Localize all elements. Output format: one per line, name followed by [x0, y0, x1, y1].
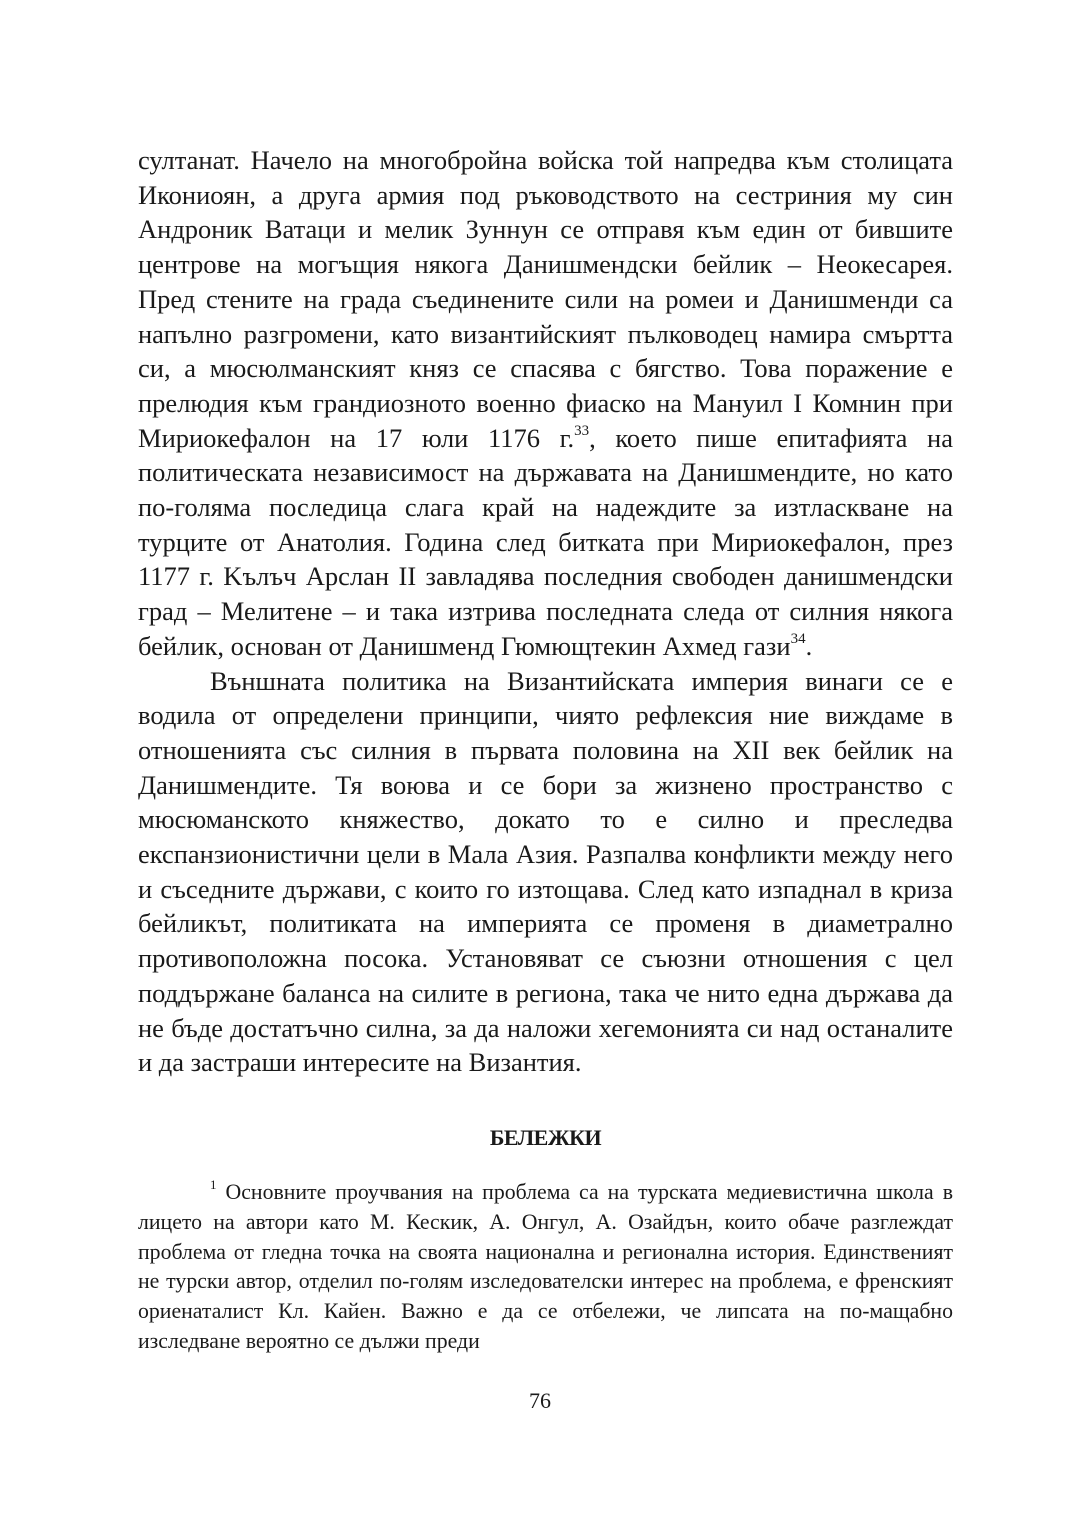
paragraph-1-text-continued: , което пише епитафията на политическата независимост на държавата на Данишмендите, но като по-голяма последица слага край на надеждите за изтласкване на турците от Анатолия. Година след битката при Мириокефалон, през 1177 г. Kълъч Арслан II завладява последния свободен данишмендски град – Мелитене – и така изтрива последната следа от силния някога бейлик, основан от Данишменд Гюмющтекин Ахмед гази	[138, 422, 953, 661]
paragraph-2	[138, 664, 953, 1080]
footnote-ref-33: 33	[574, 422, 590, 439]
footnote-ref-34: 34	[790, 631, 806, 648]
notes-heading: БЕЛЕЖКИ	[489, 1125, 602, 1150]
page-number: 76	[529, 1388, 551, 1413]
note-1-text: Основните проучвания на проблема са на турската медиевистична школа в лицето на автори като М. Кескик, А. Онгул, А. Озайдън, които обаче разглеждат проблема от гледна точка на своята национална и регионална история. Единственият не турски автор, отделил по-голям изследователски интерес на проблема, е френският ориенаталист Кл. Кайен. Важно е да се отбележи, че липсата на по-мащабно изследване вероятно се дължи преди	[138, 1180, 953, 1353]
note-1	[138, 1178, 953, 1357]
paragraph-2-text: Външната политика на Византийската империя винаги се е водила от определени принципи, чиято рефлексия ние виждаме в отношенията със силния в първата половина на XII век бейлик на Данишмендите. Тя воюва и се бори за жизнено пространство с мюсюманското княжество, докато то е силно и преследва експанзионистични цели в Мала Азия. Разпалва конфликти между него и съседните държави, с които го изтощава. След като изпаднал в криза бейликът, политиката на империята се променя в диаметрално противоположна посока. Установяват се съюзни отношения с цел поддържане баланса на силите в региона, така че нито една държава да не бъде достатъчно силна, за да наложи хегемонията си над останалите и да застраши интересите на Византия.	[138, 665, 953, 1078]
paragraph-1-text: султанат. Начело на многобройна войска той напредва към столицата Икониоян, а друга армия под ръководството на сестриния му син Андроник Ватаци и мелик Зуннун се отправя към един от бившите центрове на могъщия някога Данишмендски бейлик – Неокесарея. Пред стените на града съединените сили на ромеи и Данишменди са напълно разгромени, като византийският пълководец намира смъртта си, а мюсюлманският княз се спасява с бягство. Това поражение е прелюдия към грандиозното военно фиаско на Мануил I Комнин при Мириокефалон на 17 юли 1176 г.	[138, 145, 953, 453]
main-text	[138, 143, 953, 1080]
note-1-number: 1	[210, 1176, 217, 1192]
paragraph-1	[138, 143, 953, 664]
paragraph-1-end: .	[805, 630, 813, 661]
notes-section	[138, 1178, 953, 1357]
